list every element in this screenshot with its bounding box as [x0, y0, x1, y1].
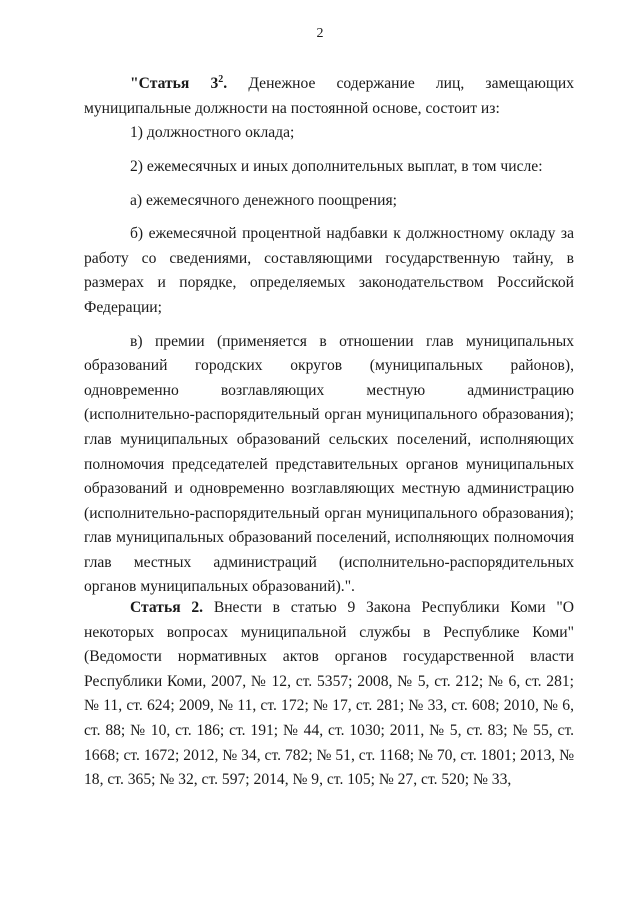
list-item-a: а) ежемесячного денежного поощрения;: [130, 191, 397, 209]
article-2-heading: Статья 2.: [130, 599, 204, 616]
article-heading-prefix: "Статья: [130, 75, 190, 93]
article-3-2-intro: Денежное содержание лиц, замещающих муниципальные должности на постоянной основе, состоит из:: [84, 75, 575, 117]
list-item-b: б) ежемесячной процентной надбавки к должностному окладу за работу со сведениями, составляющими государственную тайну, в размерах и порядке, определяемых законодательством Российской Федерации;: [84, 225, 574, 316]
article-heading-dot: .: [223, 75, 228, 93]
article-2-paragraph: [84, 596, 574, 793]
article-3-2-intro-paragraph: [84, 68, 574, 121]
list-item-1: 1) должностного оклада;: [130, 124, 295, 142]
page-number: 2: [316, 26, 324, 41]
article-3-2-section: [84, 68, 574, 600]
article-3-2-heading: [130, 75, 227, 92]
list-item-2: 2) ежемесячных и иных дополнительных выплат, в том числе:: [130, 157, 543, 175]
article-2-section: [84, 596, 574, 793]
list-item-v: в) премии (применяется в отношении глав муниципальных образований городских округов (муниципальных районов), одновременно возглавляющих местную администрацию (исполнительно-распорядительный орган муниципального образования); глав муниципальных образований сельских поселений, исполняющих полномочия председателей представительных органов муниципальных образований и одновременно возглавляющих местную администрацию (исполнительно-распорядительный орган муниципального образования); глав муниципальных образований поселений, исполняющих полномочия глав местных администраций (исполнительно-распорядительных органов муниципальных образований).".: [84, 332, 574, 596]
article-heading-superscript: 2: [218, 74, 224, 85]
article-heading-number: 3: [210, 75, 219, 93]
article-2-text: Внести в статью 9 Закона Республики Коми "О некоторых вопросах муниципальной службы в Республике Коми" (Ведомости нормативных актов органов государственной власти Республики Коми, 2007, № 12, ст. 5357; 2008, № 5, ст. 212; № 6, ст. 281; № 11, ст. 624; 2009, № 11, ст. 172; № 17, ст. 281; № 33, ст. 608; 2010, № 6, ст. 88; № 10, ст. 186; ст. 191; № 44, ст. 1030; 2011, № 5, ст. 83; № 55, ст. 1668; ст. 1672; 2012, № 34, ст. 782; № 51, ст. 1168; № 70, ст. 1801; 2013, № 18, ст. 365; № 32, ст. 597; 2014, № 9, ст. 105; № 27, ст. 520; № 33,: [84, 599, 574, 789]
